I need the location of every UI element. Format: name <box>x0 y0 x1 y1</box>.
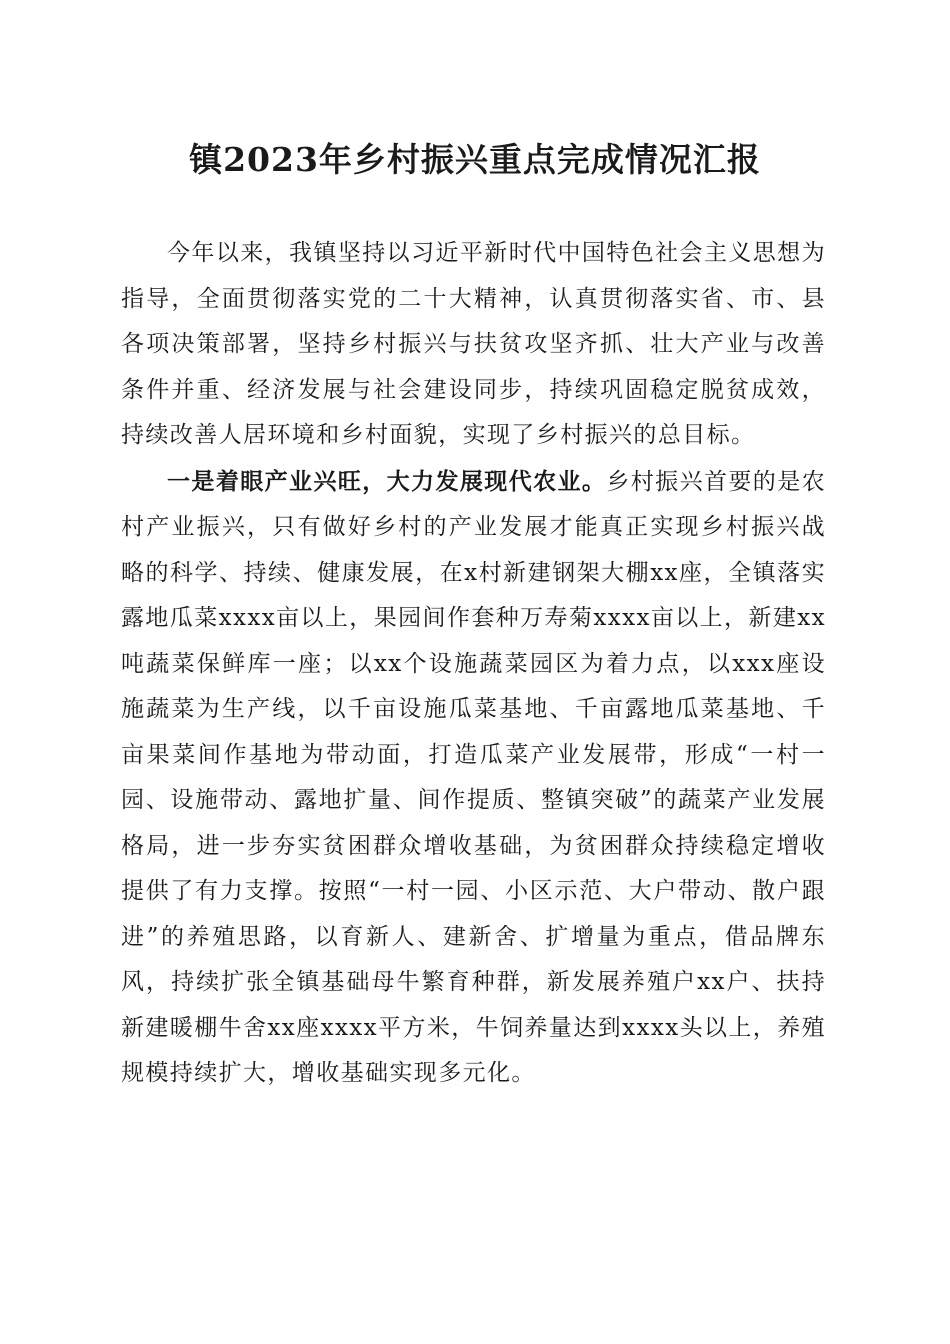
document-title: 镇2023年乡村振兴重点完成情况汇报 <box>189 140 761 179</box>
paragraph-text: 今年以来，我镇坚持以习近平新时代中国特色社会主义思想为指导，全面贯彻落实党的二十大精神，认真贯彻落实省、市、县各项决策部署，坚持乡村振兴与扶贫攻坚齐抓、壮大产业与改善条件并重、经济发展与社会建设同步，持续巩固稳定脱贫成效，持续改善人居环境和乡村面貌，实现了乡村振兴的总目标。 <box>121 240 826 448</box>
paragraph-text: 乡村振兴首要的是农村产业振兴，只有做好乡村的产业发展才能真正实现乡村振兴战略的科学、持续、健康发展，在x村新建钢架大棚xx座，全镇落实露地瓜菜xxxx亩以上，果园间作套种万寿菊xxxx亩以上，新建xx吨蔬菜保鲜库一座；以xx个设施蔬菜园区为着力点，以xxx座设施蔬菜为生产线，以千亩设施瓜菜基地、千亩露地瓜菜基地、千亩果菜间作基地为带动面，打造瓜菜产业发展带，形成“一村一园、设施带动、露地扩量、间作提质、整镇突破”的蔬菜产业发展格局，进一步夯实贫困群众增收基础，为贫困群众持续稳定增收提供了有力支撑。按照“一村一园、小区示范、大户带动、散户跟进”的养殖思路，以育新人、建新舍、扩增量为重点，借品牌东风，持续扩张全镇基础母牛繁育种群，新发展养殖户xx户、扶持新建暖棚牛舍xx座xxxx平方米，牛饲养量达到xxxx头以上，养殖规模持续扩大，增收基础实现多元化。 <box>121 468 827 1086</box>
paragraph-industry <box>121 459 826 1097</box>
paragraph-lead: 一是着眼产业兴旺，大力发展现代农业。 <box>167 467 607 495</box>
document-body <box>121 230 826 1097</box>
paragraph-intro <box>121 230 826 459</box>
